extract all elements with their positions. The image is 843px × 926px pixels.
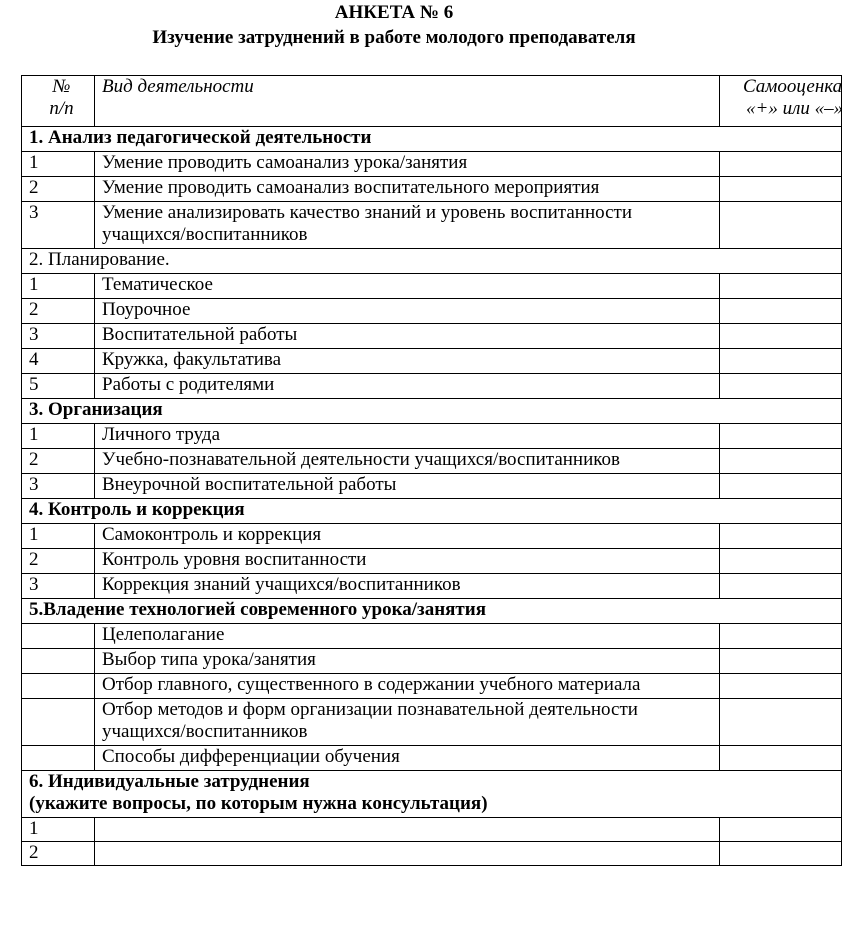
self-assessment-cell[interactable] [720,324,842,349]
self-assessment-cell[interactable] [720,449,842,474]
self-assessment-cell[interactable] [720,299,842,324]
section-title: 4. Контроль и коррекция [22,499,842,524]
row-activity: Целеполагание [95,624,720,649]
self-assessment-cell[interactable] [720,274,842,299]
section-title-line1: 6. Индивидуальные затруднения [29,771,310,792]
table-row [22,746,842,771]
row-number: 1 [22,152,95,177]
table-row [22,374,842,399]
row-number: 3 [22,324,95,349]
section-row-organization [22,399,842,424]
self-assessment-cell[interactable] [720,674,842,699]
row-activity: Учебно-познавательной деятельности учащихся/воспитанников [95,449,720,474]
section-title: 3. Организация [22,399,842,424]
table-row [22,649,842,674]
section-row-control [22,499,842,524]
row-number [22,746,95,771]
survey-table [21,75,842,866]
table-row [22,842,842,866]
row-number: 3 [22,574,95,599]
self-assessment-cell[interactable] [720,649,842,674]
header-number-line2: п/п [49,98,74,119]
section-title-line2: (укажите вопросы, по которым нужна консультация) [29,793,488,814]
row-activity: Работы с родителями [95,374,720,399]
self-assessment-cell[interactable] [720,177,842,202]
row-activity: Поурочное [95,299,720,324]
row-number [22,649,95,674]
table-row [22,299,842,324]
row-number [22,699,95,746]
table-row [22,449,842,474]
header-self-line1: Самооценка [743,76,843,97]
header-self-line2: «+» или «–» [746,98,843,119]
table-row [22,274,842,299]
self-assessment-cell[interactable] [720,202,842,249]
row-number [22,624,95,649]
self-assessment-cell[interactable] [720,842,842,866]
section-row-planning [22,249,842,274]
table-row [22,818,842,842]
table-row [22,624,842,649]
row-activity: Отбор методов и форм организации познавательной деятельности учащихся/воспитанников [95,699,720,746]
row-number: 1 [22,524,95,549]
row-number: 1 [22,424,95,449]
row-activity: Воспитательной работы [95,324,720,349]
table-row [22,674,842,699]
row-activity: Тематическое [95,274,720,299]
self-assessment-cell[interactable] [720,374,842,399]
row-activity: Коррекция знаний учащихся/воспитанников [95,574,720,599]
section-row-analysis [22,127,842,152]
row-number: 2 [22,177,95,202]
row-activity: Контроль уровня воспитанности [95,549,720,574]
self-assessment-cell[interactable] [720,474,842,499]
row-number: 2 [22,299,95,324]
table-row [22,699,842,746]
self-assessment-cell[interactable] [720,152,842,177]
header-number-line1: № [52,76,71,97]
row-number: 4 [22,349,95,374]
row-activity: Умение проводить самоанализ урока/занятия [95,152,720,177]
section-row-technology [22,599,842,624]
table-row [22,549,842,574]
self-assessment-cell[interactable] [720,424,842,449]
table-row [22,177,842,202]
row-activity: Выбор типа урока/занятия [95,649,720,674]
row-number: 2 [22,842,95,866]
table-row [22,474,842,499]
self-assessment-cell[interactable] [720,574,842,599]
row-number [22,674,95,699]
row-number: 3 [22,202,95,249]
row-activity: Самоконтроль и коррекция [95,524,720,549]
row-activity: Кружка, факультатива [95,349,720,374]
table-row [22,324,842,349]
document-title: АНКЕТА № 6 [334,2,454,23]
table-row [22,152,842,177]
row-number: 2 [22,449,95,474]
row-number: 1 [22,274,95,299]
row-number: 1 [22,818,95,842]
section-title [22,771,842,818]
table-row [22,574,842,599]
row-activity: Личного труда [95,424,720,449]
section-title: 5.Владение технологией современного урока/занятия [22,599,842,624]
row-activity: Умение проводить самоанализ воспитательного мероприятия [95,177,720,202]
table-row [22,424,842,449]
self-assessment-cell[interactable] [720,524,842,549]
self-assessment-cell[interactable] [720,349,842,374]
table-row [22,349,842,374]
document-subtitle: Изучение затруднений в работе молодого преподавателя [152,27,636,48]
table-row [22,202,842,249]
difficulty-input-cell[interactable] [95,818,720,842]
row-number: 3 [22,474,95,499]
self-assessment-cell[interactable] [720,699,842,746]
row-number: 5 [22,374,95,399]
self-assessment-cell[interactable] [720,746,842,771]
row-activity: Способы дифференциации обучения [95,746,720,771]
row-activity: Внеурочной воспитательной работы [95,474,720,499]
difficulty-input-cell[interactable] [95,842,720,866]
header-number [22,76,95,127]
self-assessment-cell[interactable] [720,818,842,842]
table-header-row [22,76,842,127]
self-assessment-cell[interactable] [720,549,842,574]
section-title: 1. Анализ педагогической деятельности [22,127,842,152]
table-row [22,524,842,549]
header-activity: Вид деятельности [95,76,720,127]
section-title: 2. Планирование. [22,249,842,274]
self-assessment-cell[interactable] [720,624,842,649]
section-row-difficulties [22,771,842,818]
header-self-assessment [720,76,842,127]
row-activity: Отбор главного, существенного в содержании учебного материала [95,674,720,699]
row-activity: Умение анализировать качество знаний и уровень воспитанности учащихся/воспитанников [95,202,720,249]
survey-table-container [21,75,841,866]
row-number: 2 [22,549,95,574]
